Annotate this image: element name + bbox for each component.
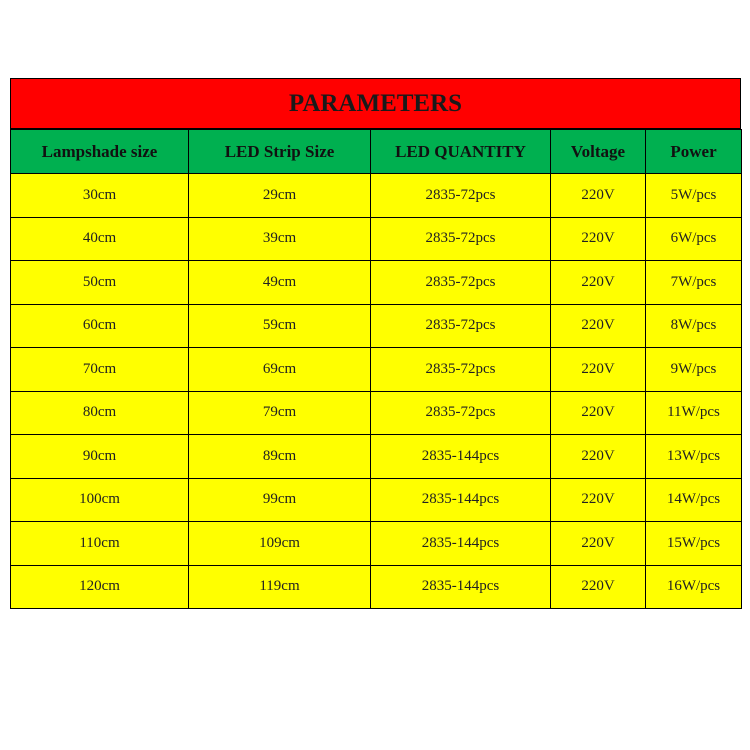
- power-cell: 15W/pcs: [646, 522, 742, 566]
- led-quantity-cell: 2835-72pcs: [371, 174, 551, 218]
- voltage-cell: 220V: [551, 261, 646, 305]
- header-power: Power: [646, 130, 742, 174]
- power-cell: 13W/pcs: [646, 435, 742, 479]
- power-cell: 7W/pcs: [646, 261, 742, 305]
- led-quantity-cell: 2835-72pcs: [371, 391, 551, 435]
- voltage-cell: 220V: [551, 435, 646, 479]
- voltage-cell: 220V: [551, 174, 646, 218]
- lampshade-size-cell: 90cm: [11, 435, 189, 479]
- led-strip-size-cell: 89cm: [189, 435, 371, 479]
- table-row: [11, 261, 742, 305]
- table-row: [11, 435, 742, 479]
- header-led-quantity: LED QUANTITY: [371, 130, 551, 174]
- table-row: [11, 522, 742, 566]
- table-row: [11, 174, 742, 218]
- header-led-strip-size: LED Strip Size: [189, 130, 371, 174]
- power-cell: 11W/pcs: [646, 391, 742, 435]
- power-cell: 9W/pcs: [646, 348, 742, 392]
- power-cell: 8W/pcs: [646, 304, 742, 348]
- header-voltage: Voltage: [551, 130, 646, 174]
- voltage-cell: 220V: [551, 348, 646, 392]
- led-quantity-cell: 2835-144pcs: [371, 478, 551, 522]
- led-strip-size-cell: 39cm: [189, 217, 371, 261]
- voltage-cell: 220V: [551, 217, 646, 261]
- voltage-cell: 220V: [551, 304, 646, 348]
- header-row: [11, 130, 742, 174]
- lampshade-size-cell: 70cm: [11, 348, 189, 392]
- led-strip-size-cell: 29cm: [189, 174, 371, 218]
- voltage-cell: 220V: [551, 522, 646, 566]
- led-quantity-cell: 2835-72pcs: [371, 348, 551, 392]
- led-quantity-cell: 2835-144pcs: [371, 435, 551, 479]
- led-quantity-cell: 2835-144pcs: [371, 522, 551, 566]
- table-row: [11, 391, 742, 435]
- led-quantity-cell: 2835-72pcs: [371, 304, 551, 348]
- led-strip-size-cell: 79cm: [189, 391, 371, 435]
- lampshade-size-cell: 110cm: [11, 522, 189, 566]
- parameters-table: [10, 129, 742, 609]
- power-cell: 16W/pcs: [646, 565, 742, 609]
- led-quantity-cell: 2835-144pcs: [371, 565, 551, 609]
- led-quantity-cell: 2835-72pcs: [371, 217, 551, 261]
- header-lampshade-size: Lampshade size: [11, 130, 189, 174]
- led-strip-size-cell: 69cm: [189, 348, 371, 392]
- parameters-sheet: [10, 78, 741, 609]
- lampshade-size-cell: 40cm: [11, 217, 189, 261]
- table-row: [11, 217, 742, 261]
- lampshade-size-cell: 100cm: [11, 478, 189, 522]
- table-row: [11, 348, 742, 392]
- led-strip-size-cell: 99cm: [189, 478, 371, 522]
- voltage-cell: 220V: [551, 478, 646, 522]
- lampshade-size-cell: 120cm: [11, 565, 189, 609]
- led-strip-size-cell: 59cm: [189, 304, 371, 348]
- led-quantity-cell: 2835-72pcs: [371, 261, 551, 305]
- led-strip-size-cell: 49cm: [189, 261, 371, 305]
- table-row: [11, 565, 742, 609]
- table-row: [11, 478, 742, 522]
- led-strip-size-cell: 109cm: [189, 522, 371, 566]
- power-cell: 5W/pcs: [646, 174, 742, 218]
- led-strip-size-cell: 119cm: [189, 565, 371, 609]
- power-cell: 14W/pcs: [646, 478, 742, 522]
- table-body: [11, 174, 742, 609]
- lampshade-size-cell: 50cm: [11, 261, 189, 305]
- voltage-cell: 220V: [551, 565, 646, 609]
- table-title: PARAMETERS: [10, 78, 741, 129]
- power-cell: 6W/pcs: [646, 217, 742, 261]
- lampshade-size-cell: 80cm: [11, 391, 189, 435]
- lampshade-size-cell: 30cm: [11, 174, 189, 218]
- voltage-cell: 220V: [551, 391, 646, 435]
- table-row: [11, 304, 742, 348]
- lampshade-size-cell: 60cm: [11, 304, 189, 348]
